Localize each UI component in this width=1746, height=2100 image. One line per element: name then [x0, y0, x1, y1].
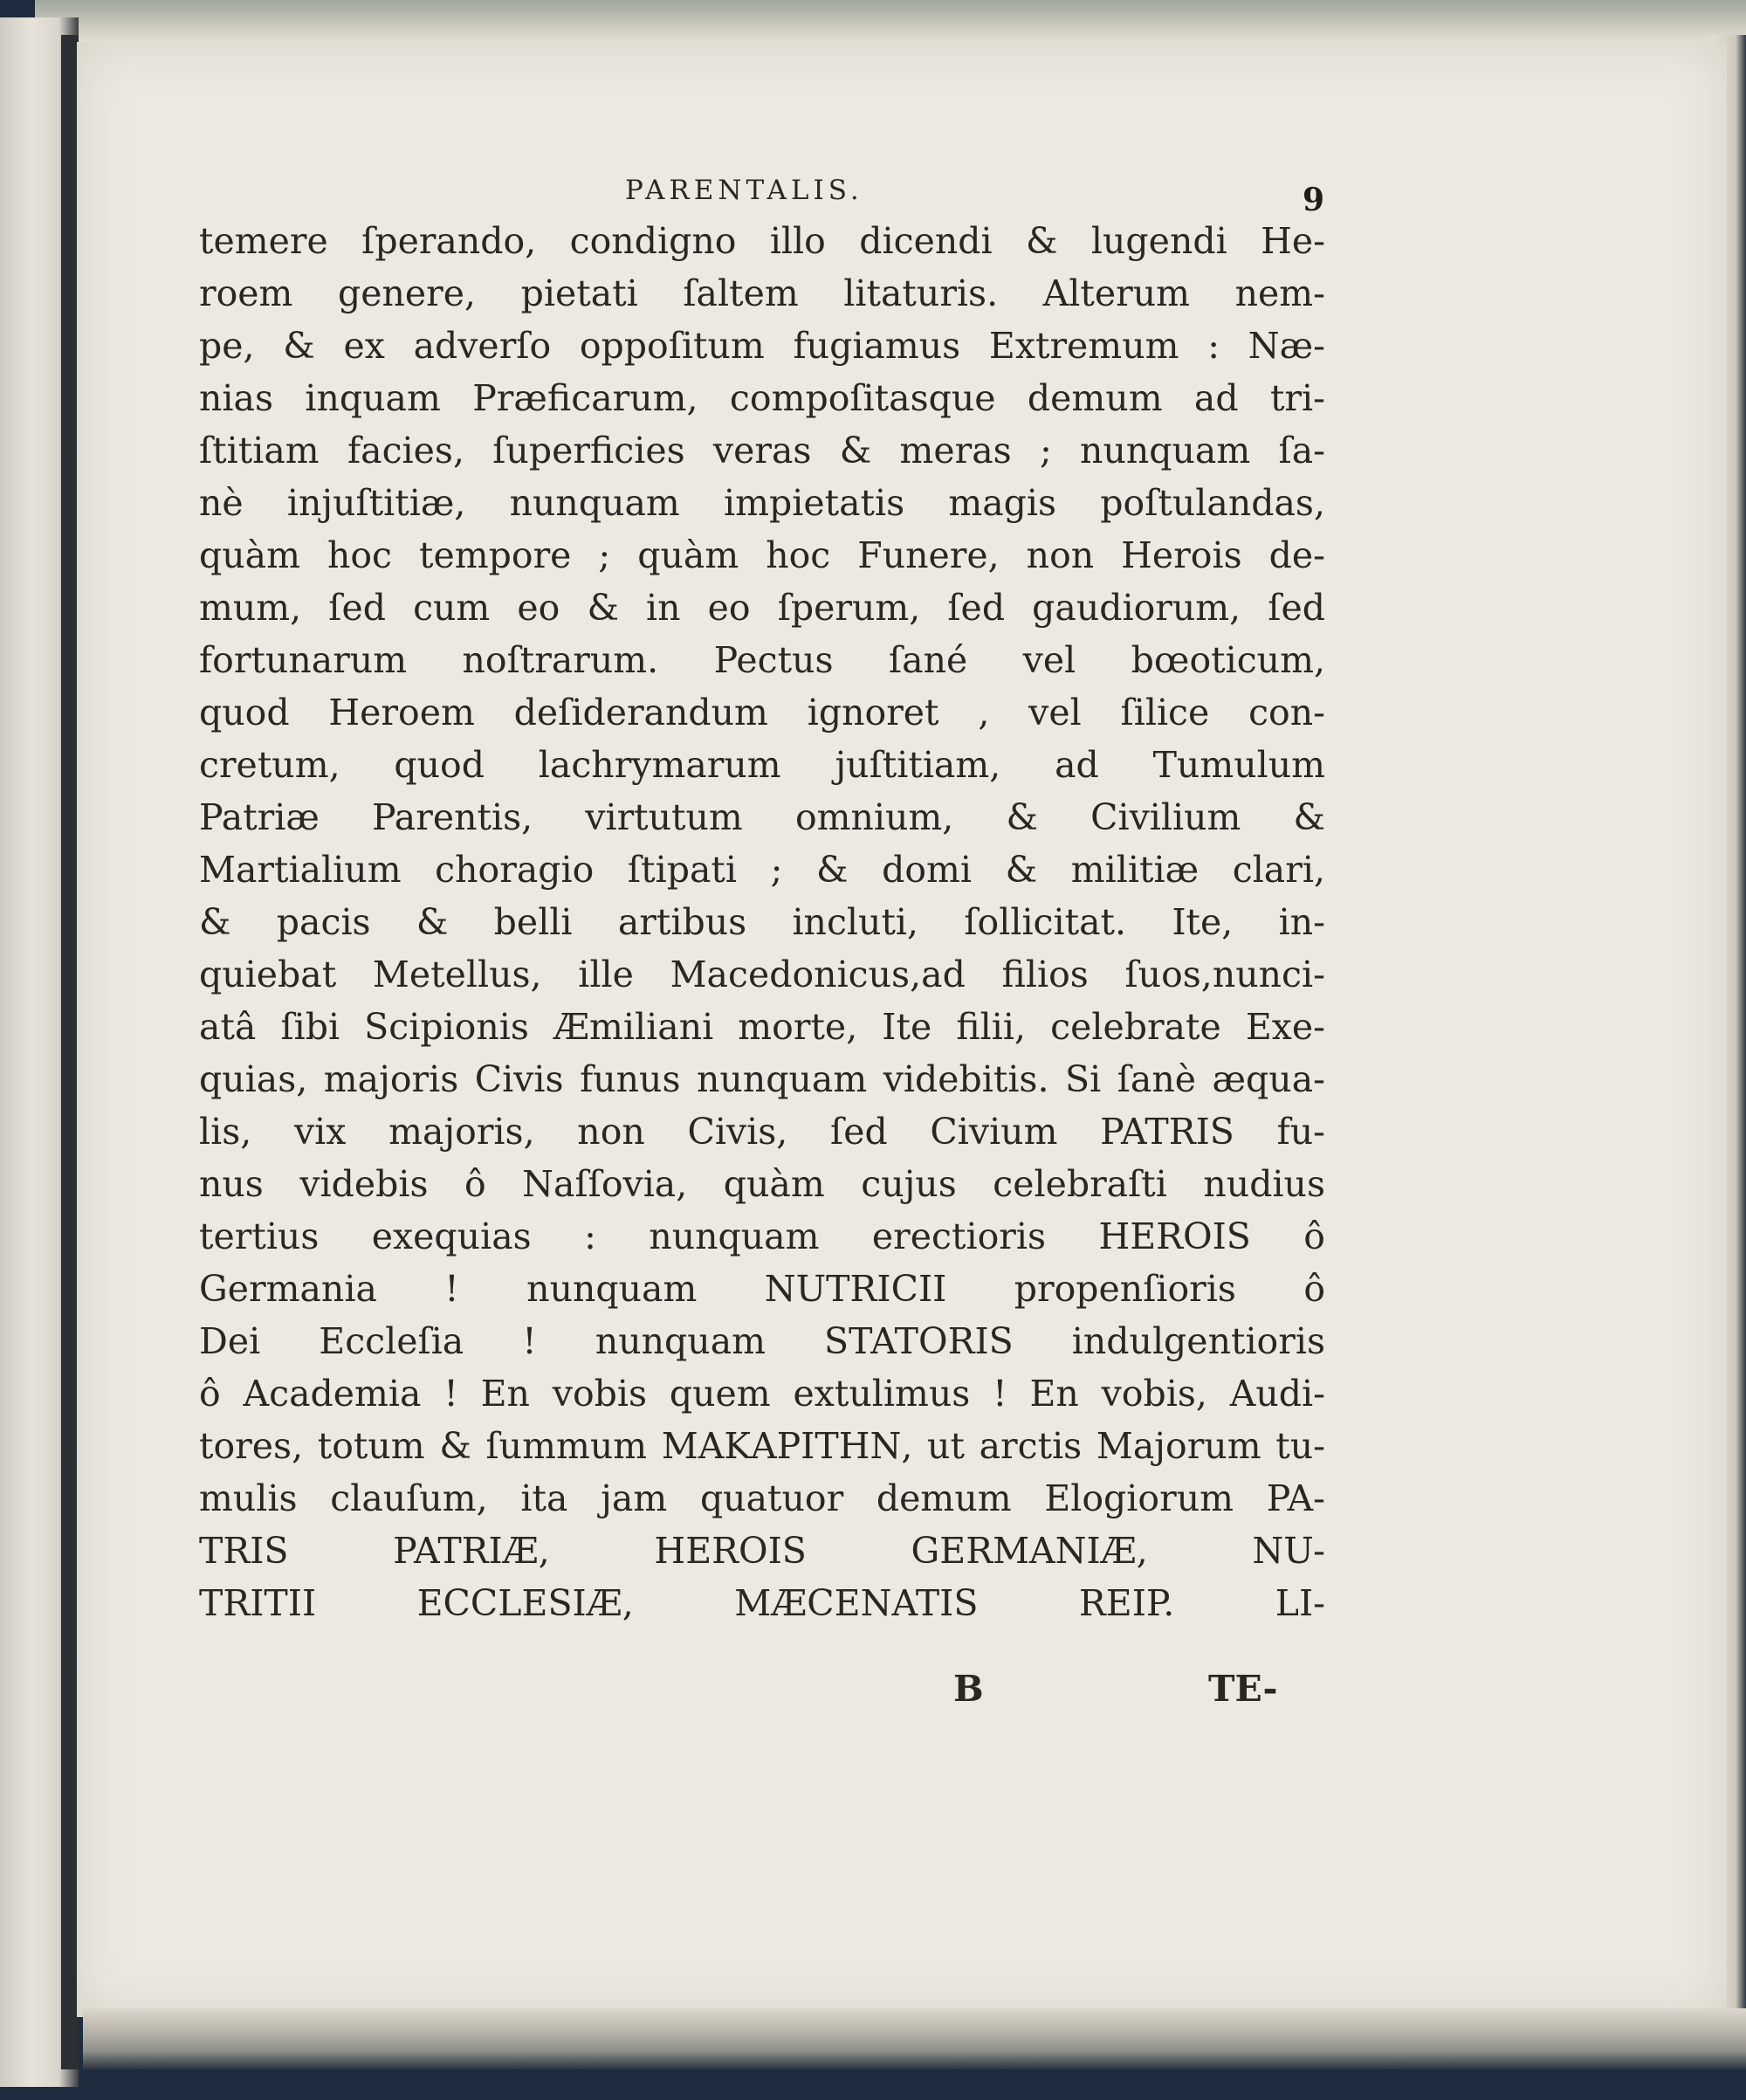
text-line: Martialium choragio ſtipati ; & domi & militiæ clari, — [199, 849, 1325, 891]
text-line: quod Heroem deſiderandum ignoret , vel ſilice con- — [199, 692, 1325, 733]
text-line: quàm hoc tempore ; quàm hoc Funere, non Herois de- — [199, 534, 1325, 576]
catchword: TE- — [1208, 1668, 1278, 1710]
text-line: quiebat Metellus, ille Macedonicus,ad filios ſuos,nunci- — [199, 954, 1325, 995]
text-line: Dei Eccleſia ! nunquam STATORIS indulgentioris — [199, 1320, 1325, 1362]
text-line: quias, majoris Civis funus nunquam videbitis. Si ſanè æqua- — [199, 1058, 1325, 1100]
text-line: lis, vix majoris, non Civis, ſed Civium PATRIS fu- — [199, 1111, 1325, 1153]
text-line: ſtitiam facies, ſuperficies veras & meras ; nunquam ſa- — [199, 430, 1325, 472]
text-line: tertius exequias : nunquam erectioris HEROIS ô — [199, 1215, 1325, 1257]
text-line: fortunarum noſtrarum. Pectus ſané vel bœoticum, — [199, 639, 1325, 681]
text-line: roem genere, pietati ſaltem litaturis. Alterum nem- — [199, 272, 1325, 314]
text-line: nè injuſtitiæ, nunquam impietatis magis poſtulandas, — [199, 482, 1325, 524]
text-line: pe, & ex adverſo oppoſitum fugiamus Extremum : Næ- — [199, 325, 1325, 367]
text-line: cretum, quod lachrymarum juſtitiam, ad Tumulum — [199, 744, 1325, 786]
text-line: tores, totum & ſummum ΜΑΚΑΡΙΤΗΝ, ut arctis Majorum tu- — [199, 1425, 1325, 1467]
text-line: nus videbis ô Naſſovia, quàm cujus celebraſti nudius — [199, 1163, 1325, 1205]
text-line: mulis clauſum, ita jam quatuor demum Elogiorum PA- — [199, 1477, 1325, 1519]
text-line: TRITII ECCLESIÆ, MÆCENATIS REIP. LI- — [199, 1582, 1325, 1624]
page-number: 9 — [1303, 182, 1325, 218]
text-line: ô Academia ! En vobis quem extulimus ! En vobis, Audi- — [199, 1373, 1325, 1415]
text-line: mum, ſed cum eo & in eo ſperum, ſed gaudiorum, ſed — [199, 587, 1325, 629]
signature-mark: B — [953, 1668, 984, 1710]
text-line: Patriæ Parentis, virtutum omnium, & Civilium & — [199, 796, 1325, 838]
text-line: atâ ſibi Scipionis Æmiliani morte, Ite filii, celebrate Exe- — [199, 1006, 1325, 1048]
binding-gutter — [61, 35, 79, 2069]
text-line: temere ſperando, condigno illo dicendi & lugendi He- — [199, 220, 1325, 262]
running-head: PARENTALIS. — [625, 175, 863, 206]
text-line: nias inquam Præficarum, compoſitasque demum ad tri- — [199, 377, 1325, 419]
bottom-page-edge — [83, 2008, 1746, 2069]
text-line: Germania ! nunquam NUTRICII propenſioris ô — [199, 1268, 1325, 1310]
text-line: & pacis & belli artibus incluti, ſollicitat. Ite, in- — [199, 901, 1325, 943]
text-line: TRIS PATRIÆ, HEROIS GERMANIÆ, NU- — [199, 1530, 1325, 1572]
